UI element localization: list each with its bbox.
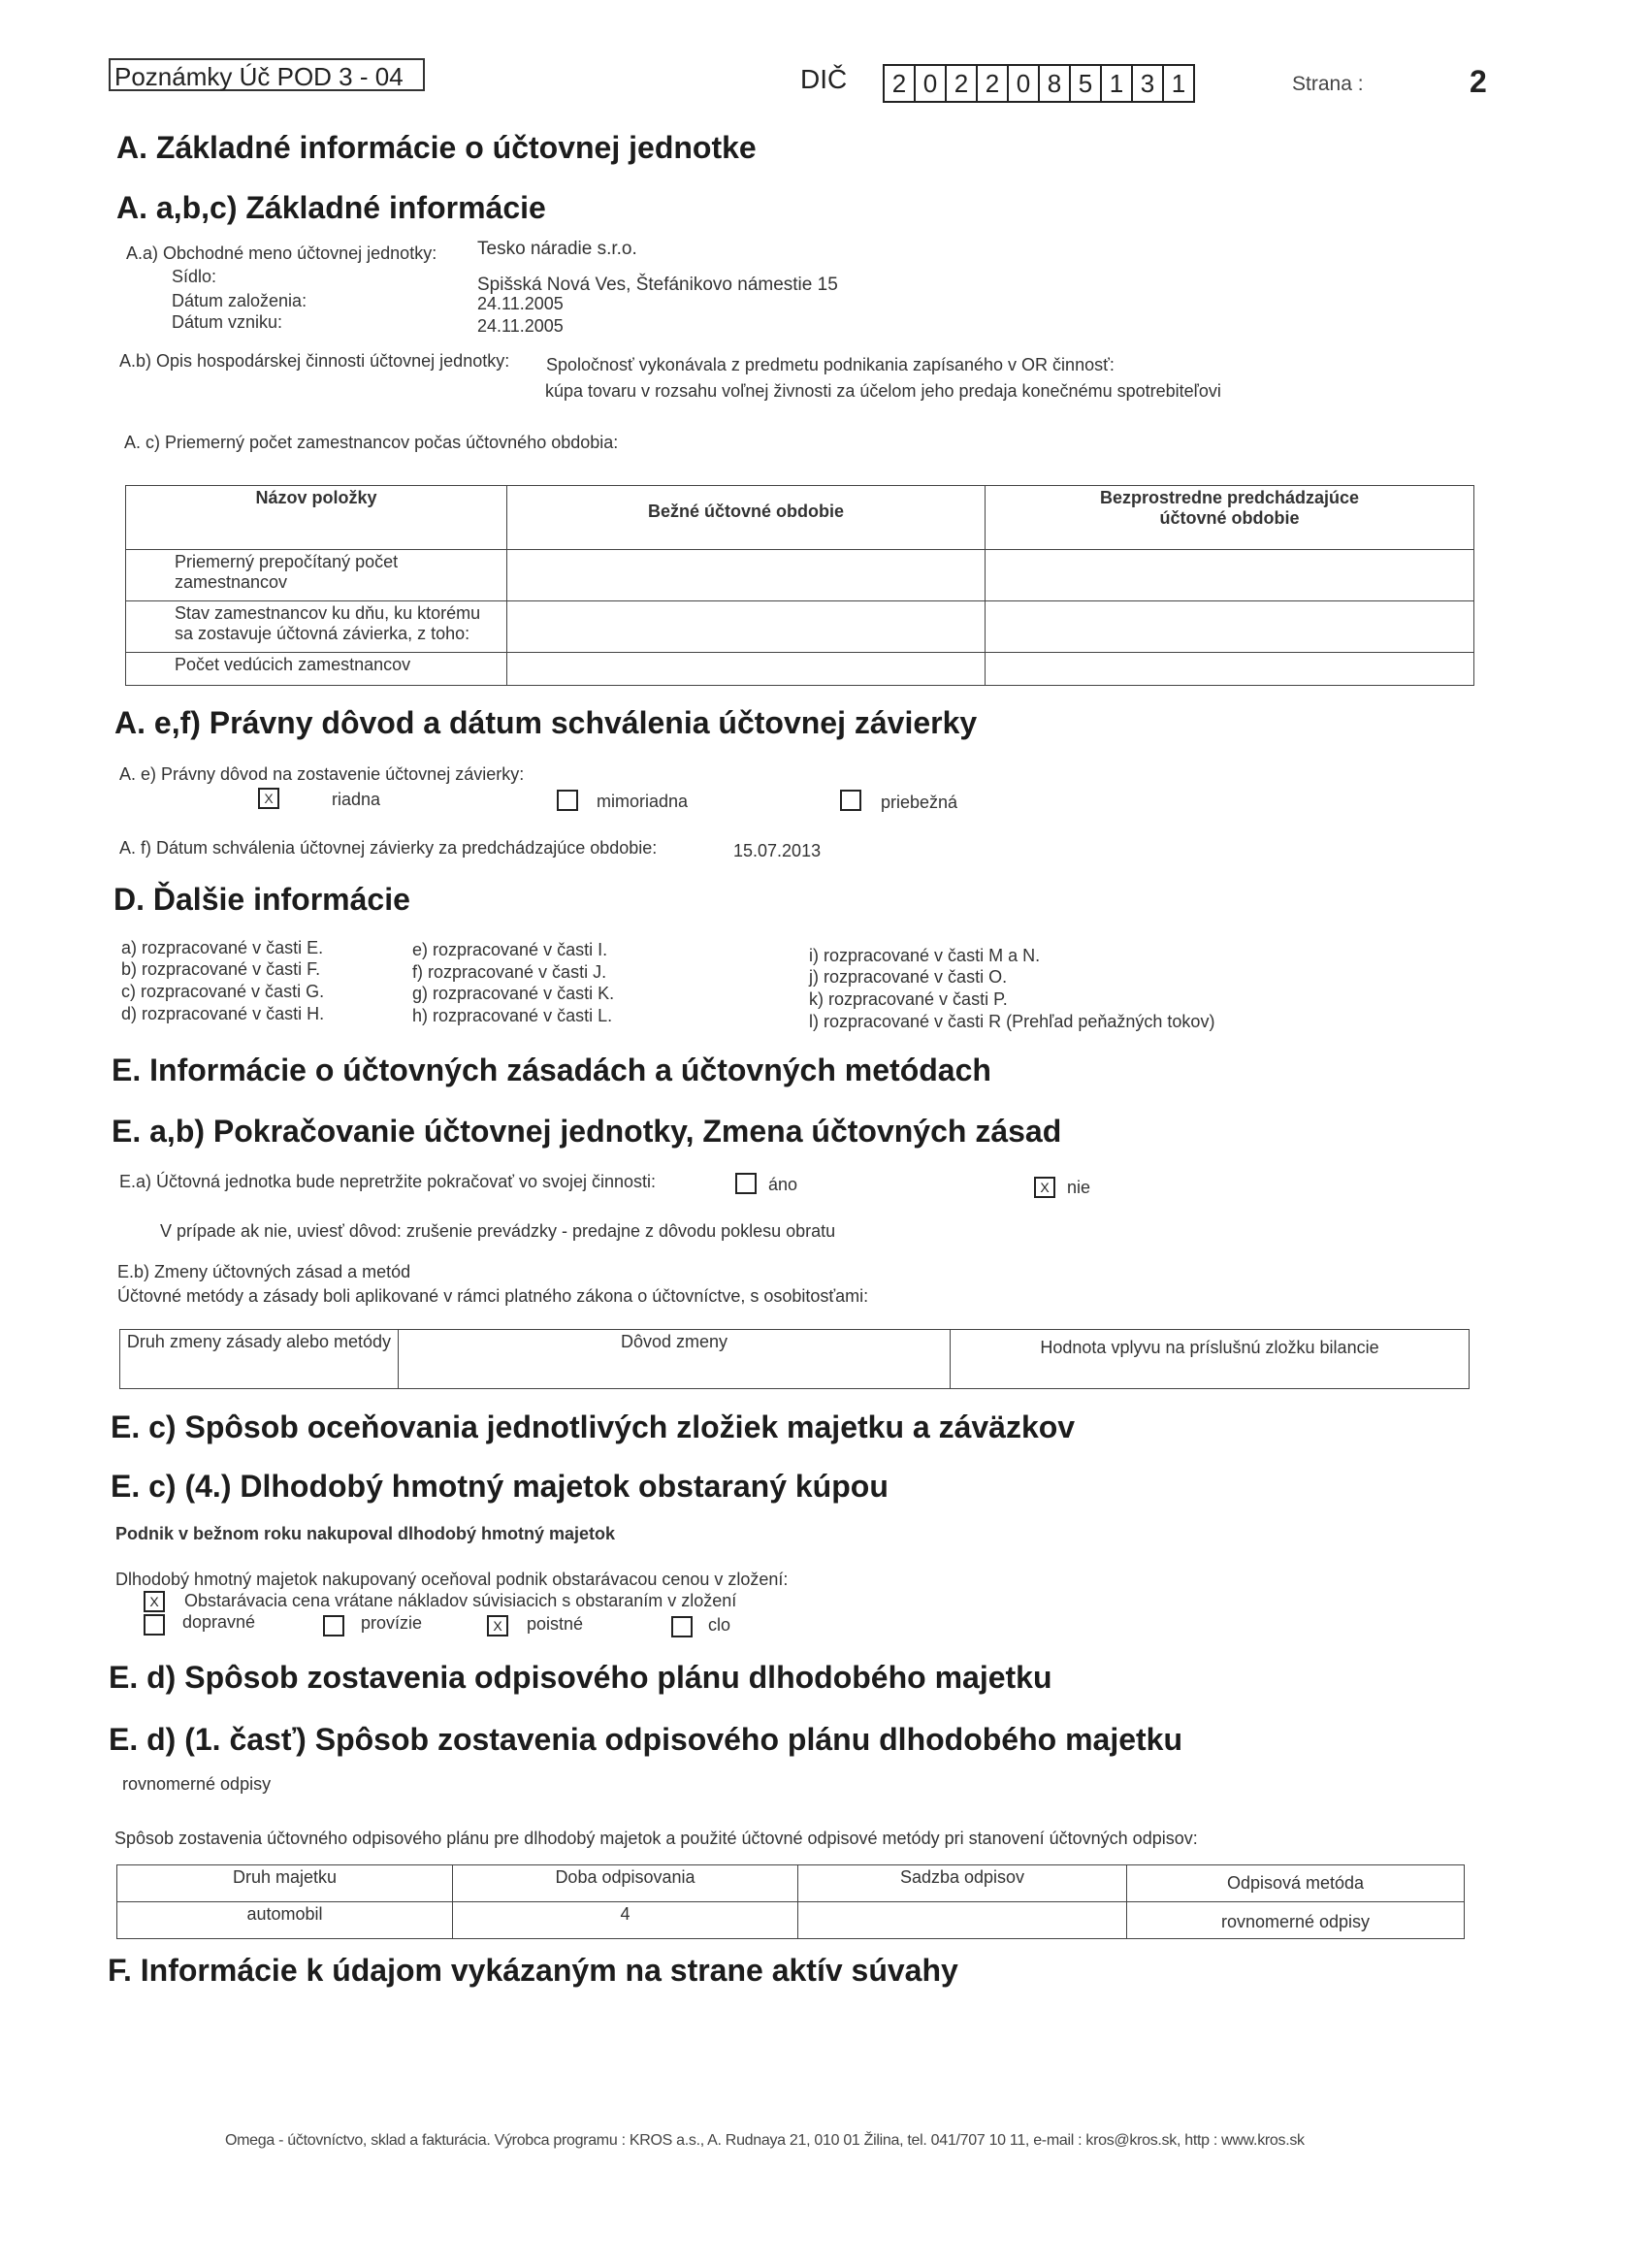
- dic-digit: 2: [947, 66, 978, 101]
- section-eab-title: E. a,b) Pokračovanie účtovnej jednotky, Zmena účtovných zásad: [112, 1114, 1062, 1149]
- checkbox-mimoriadna[interactable]: [557, 790, 578, 816]
- cell: [986, 653, 1474, 686]
- checkbox-obstaravacia[interactable]: [144, 1591, 165, 1612]
- checkbox-ano[interactable]: [735, 1173, 757, 1199]
- d-item: e) rozpracované v časti I.: [412, 940, 608, 959]
- checkbox-icon[interactable]: X: [144, 1591, 165, 1612]
- changes-label: E.b) Zmeny účtovných zásad a metód: [117, 1262, 411, 1281]
- section-ed-title: E. d) Spôsob zostavenia odpisového plánu dlhodobého majetku: [109, 1660, 1052, 1695]
- checkbox-icon[interactable]: [840, 790, 861, 811]
- checkbox-icon[interactable]: [144, 1614, 165, 1636]
- section-ec4-title: E. c) (4.) Dlhodobý hmotný majetok obstaraný kúpou: [111, 1469, 889, 1504]
- checkbox-icon[interactable]: X: [1034, 1177, 1055, 1198]
- section-a-title: A. Základné informácie o účtovnej jednotke: [116, 130, 757, 165]
- dic-digit: 1: [1171, 69, 1186, 98]
- checkbox-provizie[interactable]: [323, 1615, 344, 1641]
- option-label: clo: [708, 1615, 731, 1635]
- section-f-title: F. Informácie k údajom vykázaným na strane aktív súvahy: [108, 1953, 958, 1988]
- checkbox-icon[interactable]: [323, 1615, 344, 1636]
- cell: [798, 1902, 1127, 1939]
- checkbox-riadna[interactable]: [258, 788, 279, 809]
- section-abc-title: A. a,b,c) Základné informácie: [116, 190, 546, 225]
- purchase-note: Podnik v bežnom roku nakupoval dlhodobý hmotný majetok: [115, 1524, 616, 1543]
- cell: [507, 550, 986, 601]
- cell: rovnomerné odpisy: [1127, 1902, 1465, 1939]
- col-header: Sadzba odpisov: [798, 1865, 1127, 1902]
- checkbox-icon[interactable]: [557, 790, 578, 811]
- dic-digit: 2: [978, 66, 1009, 101]
- form-label: Poznámky Úč POD 3 - 04: [109, 58, 425, 91]
- changes-text: Účtovné metódy a zásady boli aplikované v rámci platného zákona o účtovníctve, s osobitosťami:: [117, 1286, 869, 1306]
- approval-date-value: 15.07.2013: [733, 841, 822, 860]
- checkbox-icon[interactable]: [671, 1616, 693, 1637]
- checkbox-priebezna[interactable]: [840, 790, 861, 816]
- founded-value: 24.11.2005: [477, 294, 564, 313]
- section-d-title: D. Ďalšie informácie: [113, 882, 410, 917]
- established-value: 24.11.2005: [477, 316, 564, 336]
- col-header: Druh zmeny zásady alebo metódy: [120, 1330, 399, 1389]
- activity-label: A.b) Opis hospodárskej činnosti účtovnej jednotky:: [119, 351, 510, 371]
- changes-table: [119, 1329, 1470, 1389]
- col-header: Bežné účtovné obdobie: [507, 486, 986, 550]
- employees-table: [125, 485, 1474, 686]
- approval-date-label: A. f) Dátum schválenia účtovnej závierky za predchádzajúce obdobie:: [119, 838, 658, 858]
- footer-text: Omega - účtovníctvo, sklad a fakturácia. Výrobca programu : KROS a.s., A. Rudnaya 21, 010 01 Žilina, tel. 041/707 10 11, e-mail : kros@kros.sk, http : www.kros.sk: [225, 2132, 1305, 2149]
- d-item: j) rozpracované v časti O.: [809, 967, 1008, 987]
- cell: [986, 550, 1474, 601]
- table-row: [126, 550, 1474, 601]
- valuation-text: Dlhodobý hmotný majetok nakupovaný oceňoval podnik obstarávacou cenou v zložení:: [115, 1570, 789, 1589]
- col-header: Hodnota vplyvu na príslušnú zložku bilancie: [951, 1330, 1470, 1389]
- activity-line2: kúpa tovaru v rozsahu voľnej živnosti za účelom jeho predaja konečnému spotrebiteľovi: [545, 381, 1221, 401]
- col-header: Dôvod zmeny: [399, 1330, 951, 1389]
- row-label: Stav zamestnancov ku dňu, ku ktorému sa zostavuje účtovná závierka, z toho:: [126, 601, 507, 653]
- dic-digit: 0: [1009, 66, 1040, 101]
- d-item: g) rozpracované v časti K.: [412, 984, 615, 1003]
- seat-value: Spišská Nová Ves, Štefánikovo námestie 15: [477, 275, 838, 295]
- checkbox-nie[interactable]: [1034, 1177, 1055, 1198]
- seat-label: Sídlo:: [172, 267, 217, 286]
- dic-digit: 3: [1133, 66, 1164, 101]
- option-label: Obstarávacia cena vrátane nákladov súvisiacich s obstaraním v zložení: [184, 1591, 737, 1610]
- depreciation-table: [116, 1864, 1465, 1939]
- table-row: [117, 1902, 1465, 1939]
- activity-line1: Spoločnosť vykonávala z predmetu podnikania zapísaného v OR činnosť:: [546, 355, 1115, 374]
- col-header: Názov položky: [126, 486, 507, 550]
- table-row: [126, 653, 1474, 686]
- depreciation-text: Spôsob zostavenia účtovného odpisového plánu pre dlhodobý majetok a použité účtovné odpisové metódy pri stanovení účtovných odpisov:: [114, 1829, 1198, 1848]
- option-label: provízie: [361, 1613, 423, 1633]
- d-item: l) rozpracované v časti R (Prehľad peňažných tokov): [809, 1012, 1215, 1031]
- checkbox-icon[interactable]: [735, 1173, 757, 1194]
- company-name-label: A.a) Obchodné meno účtovnej jednotky:: [126, 243, 437, 263]
- row-label: Počet vedúcich zamestnancov: [126, 653, 507, 686]
- depreciation-method: rovnomerné odpisy: [122, 1774, 272, 1794]
- dic-digit: 1: [1102, 66, 1133, 101]
- row-label: Priemerný prepočítaný počet zamestnancov: [126, 550, 507, 601]
- d-item: a) rozpracované v časti E.: [121, 938, 324, 957]
- d-item: c) rozpracované v časti G.: [121, 982, 325, 1001]
- dic-label: DIČ: [800, 64, 848, 94]
- d-item: d) rozpracované v časti H.: [121, 1004, 325, 1023]
- page-label: Strana :: [1292, 73, 1364, 95]
- section-ec-title: E. c) Spôsob oceňovania jednotlivých zložiek majetku a záväzkov: [111, 1409, 1076, 1444]
- continuation-label: E.a) Účtovná jednotka bude nepretržite pokračovať vo svojej činnosti:: [119, 1172, 657, 1191]
- cell: [986, 601, 1474, 653]
- option-label: áno: [768, 1175, 798, 1194]
- option-label: priebežná: [881, 793, 958, 812]
- checkbox-icon[interactable]: X: [487, 1615, 508, 1636]
- col-header: Druh majetku: [117, 1865, 453, 1902]
- established-label: Dátum vzniku:: [172, 312, 283, 332]
- cell: [507, 653, 986, 686]
- col-header: Doba odpisovania: [453, 1865, 798, 1902]
- checkbox-dopravne[interactable]: [144, 1614, 165, 1640]
- checkbox-icon[interactable]: X: [258, 788, 279, 809]
- d-item: k) rozpracované v časti P.: [809, 989, 1008, 1009]
- option-label: riadna: [332, 790, 381, 809]
- d-item: h) rozpracované v časti L.: [412, 1006, 613, 1025]
- dic-digit: 2: [885, 66, 916, 101]
- col-header: Odpisová metóda: [1127, 1865, 1465, 1902]
- d-item: i) rozpracované v časti M a N.: [809, 946, 1041, 965]
- table-row: [126, 601, 1474, 653]
- d-item: b) rozpracované v časti F.: [121, 959, 321, 979]
- col-header: Bezprostredne predchádzajúce účtovné obdobie: [986, 486, 1474, 550]
- section-ef-title: A. e,f) Právny dôvod a dátum schválenia účtovnej závierky: [114, 705, 978, 740]
- cell: automobil: [117, 1902, 453, 1939]
- founded-label: Dátum založenia:: [172, 291, 307, 310]
- page-number: 2: [1470, 64, 1487, 99]
- cell: 4: [453, 1902, 798, 1939]
- employees-label: A. c) Priemerný počet zamestnancov počas účtovného obdobia:: [124, 433, 619, 452]
- dic-digit: 8: [1040, 66, 1071, 101]
- cell: [507, 601, 986, 653]
- section-e-title: E. Informácie o účtovných zásadách a účtovných metódach: [112, 1053, 991, 1087]
- checkbox-poistne[interactable]: [487, 1615, 508, 1636]
- legal-reason-label: A. e) Právny dôvod na zostavenie účtovnej závierky:: [119, 764, 525, 784]
- option-label: nie: [1067, 1178, 1091, 1197]
- checkbox-clo[interactable]: [671, 1616, 693, 1642]
- option-label: dopravné: [182, 1612, 256, 1632]
- d-item: f) rozpracované v časti J.: [412, 962, 607, 982]
- dic-digit: 5: [1071, 66, 1102, 101]
- company-name-value: Tesko náradie s.r.o.: [477, 239, 637, 259]
- option-label: poistné: [527, 1614, 584, 1634]
- option-label: mimoriadna: [597, 792, 689, 811]
- section-ed1-title: E. d) (1. časť) Spôsob zostavenia odpisového plánu dlhodobého majetku: [109, 1722, 1183, 1757]
- reason-text: V prípade ak nie, uviesť dôvod: zrušenie prevádzky - predajne z dôvodu poklesu obratu: [160, 1221, 836, 1241]
- dic-boxes: [883, 64, 1195, 103]
- dic-digit: 0: [916, 66, 947, 101]
